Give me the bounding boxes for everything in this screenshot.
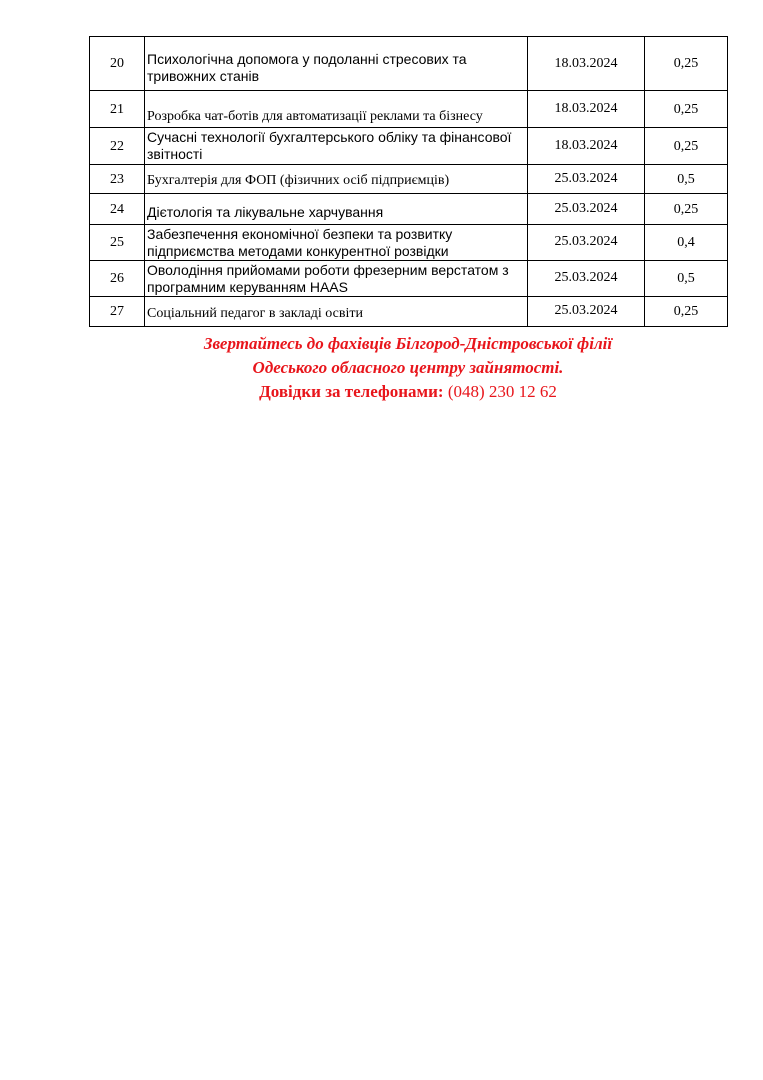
table-row bbox=[90, 91, 728, 128]
course-date: 25.03.2024 bbox=[528, 225, 645, 261]
table-row bbox=[90, 297, 728, 327]
table-row bbox=[90, 194, 728, 225]
row-number: 26 bbox=[90, 261, 145, 297]
course-hours: 0,5 bbox=[645, 165, 728, 194]
table-row bbox=[90, 225, 728, 261]
phone-label: Довідки за телефонами: bbox=[259, 382, 444, 401]
row-number: 24 bbox=[90, 194, 145, 225]
row-number: 23 bbox=[90, 165, 145, 194]
row-number: 27 bbox=[90, 297, 145, 327]
course-hours: 0,25 bbox=[645, 128, 728, 165]
row-number: 22 bbox=[90, 128, 145, 165]
course-hours: 0,25 bbox=[645, 37, 728, 91]
courses-table bbox=[89, 36, 728, 327]
footer-contact-line: Звертайтесь до фахівців Білгород-Дністровської філії bbox=[203, 334, 613, 353]
phone-number: (048) 230 12 62 bbox=[447, 382, 557, 401]
footer-phone-line bbox=[89, 380, 727, 404]
table-row bbox=[90, 128, 728, 165]
course-title: Оволодіння прийомами роботи фрезерним верстатом з програмним керуванням HAAS bbox=[145, 261, 528, 297]
course-hours: 0,4 bbox=[645, 225, 728, 261]
table-row bbox=[90, 165, 728, 194]
row-number: 20 bbox=[90, 37, 145, 91]
course-date: 25.03.2024 bbox=[528, 194, 645, 225]
course-title: Бухгалтерія для ФОП (фізичних осіб підприємців) bbox=[145, 165, 528, 194]
course-title: Розробка чат-ботів для автоматизації реклами та бізнесу bbox=[145, 91, 528, 128]
course-title: Соціальний педагог в закладі освіти bbox=[145, 297, 528, 327]
course-hours: 0,5 bbox=[645, 261, 728, 297]
contact-footer bbox=[89, 332, 727, 404]
course-hours: 0,25 bbox=[645, 297, 728, 327]
table-row bbox=[90, 37, 728, 91]
course-title: Дієтологія та лікувальне харчування bbox=[145, 194, 528, 225]
course-title: Сучасні технології бухгалтерського обліку та фінансової звітності bbox=[145, 128, 528, 165]
course-hours: 0,25 bbox=[645, 194, 728, 225]
course-date: 18.03.2024 bbox=[528, 91, 645, 128]
course-date: 25.03.2024 bbox=[528, 297, 645, 327]
course-date: 18.03.2024 bbox=[528, 128, 645, 165]
course-title: Забезпечення економічної безпеки та розвитку підприємства методами конкурентної розвідки bbox=[145, 225, 528, 261]
row-number: 21 bbox=[90, 91, 145, 128]
table-row bbox=[90, 261, 728, 297]
course-date: 18.03.2024 bbox=[528, 37, 645, 91]
course-date: 25.03.2024 bbox=[528, 165, 645, 194]
course-title: Психологічна допомога у подоланні стресових та тривожних станів bbox=[145, 37, 528, 91]
row-number: 25 bbox=[90, 225, 145, 261]
footer-center-line: Одеського обласного центру зайнятості. bbox=[252, 358, 564, 377]
course-hours: 0,25 bbox=[645, 91, 728, 128]
course-date: 25.03.2024 bbox=[528, 261, 645, 297]
